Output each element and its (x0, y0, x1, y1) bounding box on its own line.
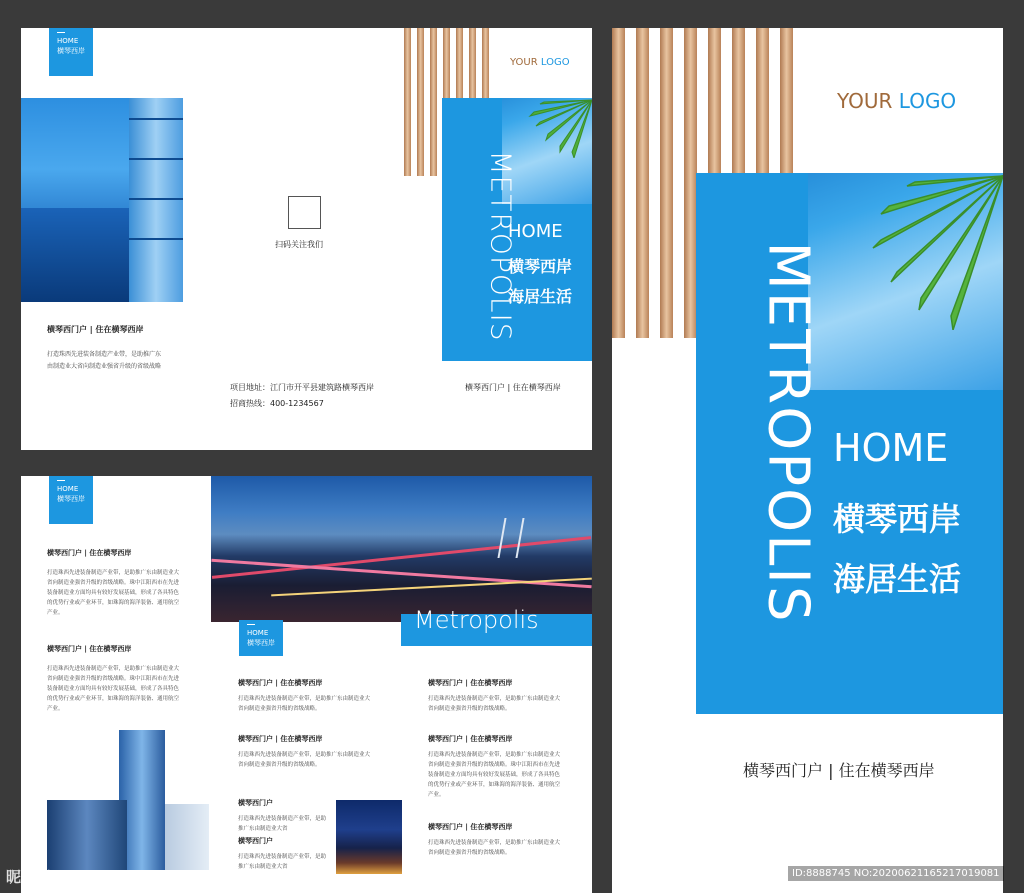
palm-leaf-icon (867, 170, 1003, 330)
address: 项目地址：江门市开平县建筑路横琴西岸 (230, 383, 374, 392)
home-text: HOME (833, 426, 949, 470)
watermark-left: 昵图网 www.nipic.com (6, 868, 184, 886)
cover-line-2: 海居生活 (508, 287, 573, 306)
description-line-1: 打造珠西先进装备制造产业带，是助推广东 (47, 351, 162, 358)
logo-your: YOUR (510, 57, 538, 68)
logo-logo: LOGO (540, 57, 570, 68)
qr-code-placeholder (288, 196, 321, 229)
tag-home-text: HOME (57, 485, 79, 493)
right-block-3: 横琴西门户 | 住在横琴西岸 打造珠西先进装备制造产业带，是助推广东由制造业大 省向制造业强省升级的省级战略。 (428, 823, 561, 856)
metropolis-banner-text: Metropolis (414, 606, 539, 634)
city-overpass-photo (211, 476, 592, 622)
section-title: 横琴西门户 | 住在横琴西岸 (47, 325, 144, 334)
building-photo (21, 98, 183, 302)
middle-block-4: 横琴西门户 打造珠西先进装备制造产业带，是助 推广东由制造业大省 (238, 837, 327, 870)
right-block-1: 横琴西门户 | 住在横琴西岸 打造珠西先进装备制造产业带，是助推广东由制造业大 省向制造业强省升级的省级战略。 (428, 679, 561, 712)
night-city-photo (336, 800, 402, 874)
tag-dash (247, 624, 255, 625)
gold-stripe (636, 28, 649, 338)
logo (837, 89, 956, 113)
right-block-2: 横琴西门户 | 住在横琴西岸 打造珠西先进装备制造产业带，是助推广东由制造业大 省向制造业强省升级的省级战略。珠中江阳西市在先进 装备制造业方面均具有较好发展基础，形成了各具特色 的优势行业或产业环节，如珠海的海洋装备、通用航空 产业。 (428, 735, 561, 798)
metropolis-vertical: METROPOLIS (755, 241, 821, 624)
cover-line-2: 海居生活 (833, 560, 962, 598)
tag-dash (57, 32, 65, 33)
cover-line-1: 横琴西岸 (508, 257, 573, 276)
tag-home-text: HOME (57, 37, 79, 45)
tag-name-text: 横琴西岸 (57, 495, 85, 503)
logo-your: YOUR (837, 89, 893, 113)
left-title-2: 横琴西门户 | 住在横琴西岸 (47, 645, 132, 653)
home-tag (49, 28, 93, 76)
middle-block-1: 横琴西门户 | 住在横琴西岸 打造珠西先进装备制造产业带，是助推广东由制造业大 省向制造业强省升级的省级战略。 (238, 679, 371, 712)
tag-name-text: 横琴西岸 (247, 639, 275, 647)
home-tag-middle (239, 620, 283, 656)
gold-stripe (404, 28, 411, 176)
cover-page (612, 28, 1003, 893)
left-paragraph-2: 打造珠西先进装备制造产业带，是助推广东由制造业大 省向制造业强省升级的省级战略。珠中江阳西市在先进 装备制造业方面均具有较好发展基础，形成了各具特色 的优势行业或产业环节，如珠海的海洋装备、通用航空 产业。 (47, 666, 180, 712)
gold-stripe (660, 28, 673, 338)
hotline: 招商热线：400-1234567 (230, 399, 324, 408)
tag-name-text: 横琴西岸 (57, 47, 85, 55)
description-line-2: 由制造业大省向制造业强省升级的省级战略 (47, 363, 162, 370)
metropolis-vertical: METROPOLIS (484, 150, 518, 342)
middle-block-2: 横琴西门户 | 住在横琴西岸 打造珠西先进装备制造产业带，是助推广东由制造业大 省向制造业强省升级的省级战略。 (238, 735, 371, 768)
gold-stripe (430, 28, 437, 176)
gold-stripe (612, 28, 625, 338)
home-text: HOME (508, 221, 563, 242)
palm-leaf-icon (526, 96, 592, 158)
cover-slogan: 横琴西门户 | 住在横琴西岸 (465, 383, 561, 392)
skyscraper-photo (47, 730, 209, 870)
left-title-1: 横琴西门户 | 住在横琴西岸 (47, 549, 132, 557)
qr-caption: 扫码关注我们 (275, 240, 323, 249)
trifold-outer-page (21, 28, 592, 450)
tag-home-text: HOME (247, 629, 269, 637)
logo (510, 57, 570, 68)
tag-dash (57, 480, 65, 481)
logo-logo: LOGO (898, 89, 957, 113)
gold-stripe (417, 28, 424, 176)
cover-slogan: 横琴西门户 | 住在横琴西岸 (743, 761, 935, 780)
trifold-inner-page (21, 476, 592, 893)
left-paragraph-1: 打造珠西先进装备制造产业带，是助推广东由制造业大 省向制造业强省升级的省级战略。珠中江阳西市在先进 装备制造业方面均具有较好发展基础，形成了各具特色 的优势行业或产业环节，如珠海的海洋装备、通用航空 产业。 (47, 570, 180, 616)
watermark-right: ID:8888745 NO:20200621165217019081 (788, 866, 1004, 881)
middle-block-3: 横琴西门户 打造珠西先进装备制造产业带，是助 推广东由制造业大省 (238, 799, 327, 832)
home-tag (49, 476, 93, 524)
cover-line-1: 横琴西岸 (833, 500, 962, 538)
